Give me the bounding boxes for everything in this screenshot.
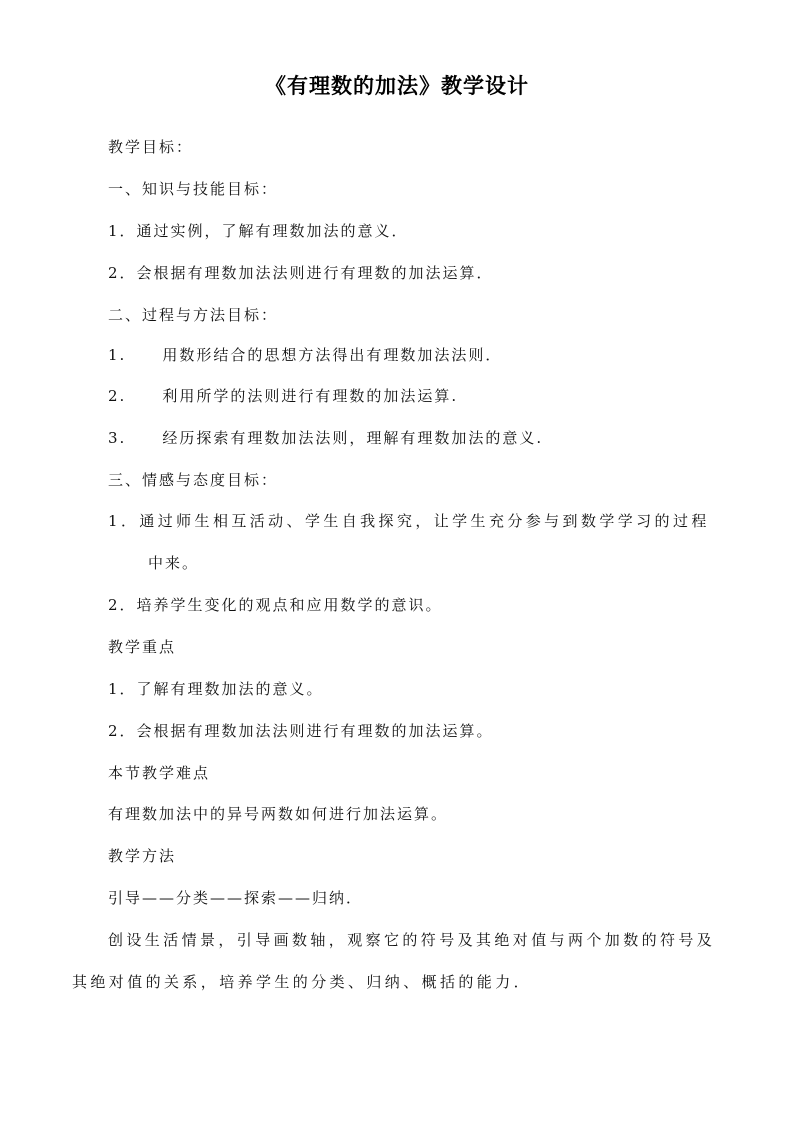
document-title: 《有理数的加法》教学设计 — [265, 74, 529, 98]
emotion-item-continuation: 中来。 — [148, 554, 200, 572]
method-paragraph-line: 创设生活情景，引导画数轴，观察它的符号及其绝对值与两个加数的符号及 — [108, 931, 716, 949]
method-heading: 教学方法 — [108, 847, 177, 865]
process-item — [108, 385, 458, 406]
emotion-heading: 三、情感与态度目标： — [108, 471, 279, 489]
process-item — [108, 344, 502, 365]
process-item-number: 2. — [108, 387, 127, 405]
goals-heading: 教学目标： — [108, 138, 194, 156]
key-item: 1．了解有理数加法的意义。 — [108, 680, 324, 698]
process-heading: 二、过程与方法目标： — [108, 306, 279, 324]
difficulty-text: 有理数加法中的异号两数如何进行加法运算。 — [108, 805, 449, 823]
key-heading: 教学重点 — [108, 638, 177, 656]
emotion-item: 2．培养学生变化的观点和应用数学的意识。 — [108, 596, 443, 614]
process-item-text: 用数形结合的思想方法得出有理数加法法则． — [162, 346, 503, 364]
difficulty-heading: 本节教学难点 — [108, 764, 211, 782]
process-item — [108, 427, 543, 448]
process-item-number: 1. — [108, 346, 127, 364]
emotion-item: 1．通过师生相互活动、学生自我探究，让学生充分参与到数学学习的过程 — [108, 512, 710, 530]
knowledge-heading: 一、知识与技能目标： — [108, 180, 279, 198]
method-paragraph-line: 其绝对值的关系，培养学生的分类、归纳、概括的能力． — [72, 973, 533, 991]
method-line: 引导——分类——探索——归纳． — [108, 889, 364, 907]
process-item-text: 利用所学的法则进行有理数的加法运算. — [162, 387, 459, 405]
knowledge-item: 2．会根据有理数加法法则进行有理数的加法运算． — [108, 264, 494, 282]
knowledge-item: 1．通过实例，了解有理数加法的意义． — [108, 222, 409, 240]
key-item: 2．会根据有理数加法法则进行有理数的加法运算。 — [108, 722, 494, 740]
process-item-number: 3. — [108, 429, 127, 447]
process-item-text: 经历探索有理数加法法则，理解有理数加法的意义. — [162, 429, 544, 447]
